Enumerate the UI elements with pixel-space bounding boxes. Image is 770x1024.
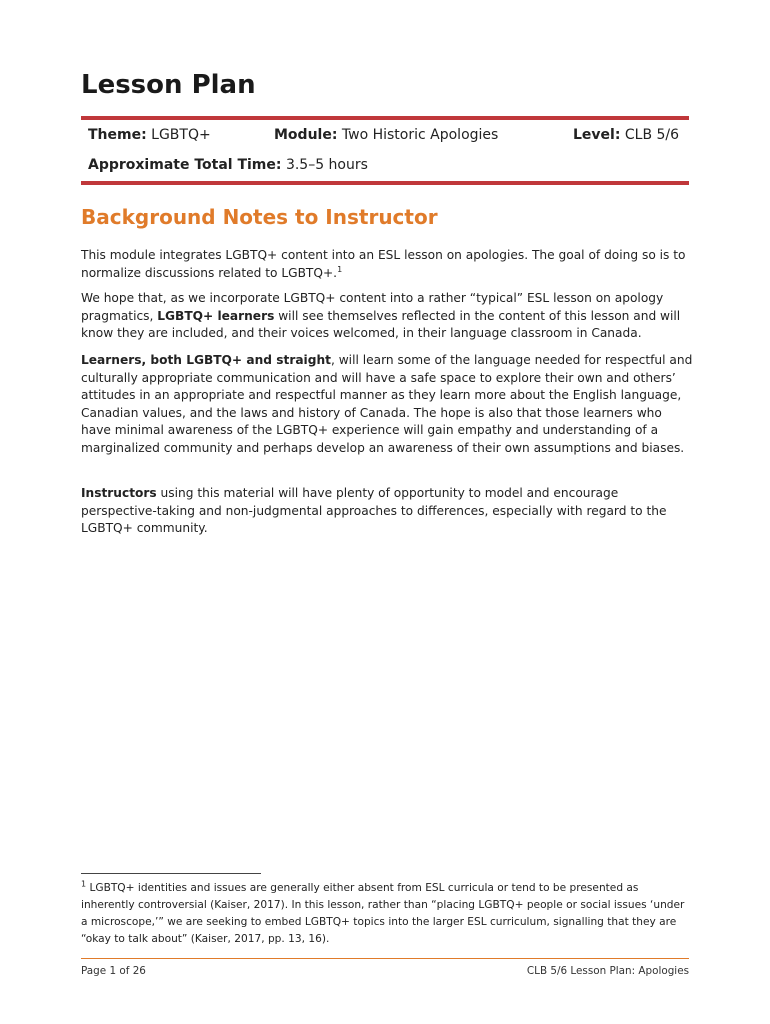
- footnote-reference[interactable]: 1: [337, 264, 343, 274]
- theme-field: [88, 127, 211, 143]
- module-field: [274, 127, 498, 143]
- header-divider-top: [81, 116, 689, 120]
- total-time-field: [88, 157, 368, 173]
- document-label: CLB 5/6 Lesson Plan: Apologies: [526, 965, 689, 977]
- paragraph-lgbtq-learners: [81, 290, 693, 343]
- time-label: Approximate Total Time:: [88, 157, 282, 173]
- paragraph-text: , will learn some of the language needed for respectful and culturally appropriate communication and will have a safe space to explore their own and others’ attitudes in an appropriate and respectful manner as they learn more about the English language, Canadian values, and the laws and history of Canada. The hope is also that those learners who have minimal awareness of the LGBTQ+ experience will gain empathy and understanding of a marginalized community and perhaps develop an awareness of their own assumptions and biases.: [81, 353, 693, 455]
- header-divider-bottom: [81, 181, 689, 185]
- level-value: CLB 5/6: [624, 127, 680, 143]
- footer-divider: [81, 958, 689, 959]
- theme-label: Theme:: [88, 127, 147, 143]
- emphasis-learners: Learners, both LGBTQ+ and straight: [81, 353, 331, 367]
- page-number: Page 1 of 26: [81, 965, 146, 977]
- footnote-text: LGBTQ+ identities and issues are generally either absent from ESL curricula or tend to be presented as inherently controversial (Kaiser, 2017). In this lesson, rather than “placing LGBTQ+ people or social issues ‘under a microscope,’” we are seeking to embed LGBTQ+ topics into the larger ESL curriculum, signalling that they are “okay to talk about” (Kaiser, 2017, pp. 13, 16).: [81, 882, 685, 945]
- paragraph-all-learners: [81, 352, 693, 457]
- section-heading: Background Notes to Instructor: [81, 205, 438, 229]
- paragraph-text: will see themselves reflected in the content of this lesson and will know they are included, and their voices welcomed, in their language classroom in Canada.: [81, 308, 681, 340]
- theme-value: LGBTQ+: [151, 127, 211, 143]
- footnote-separator: [81, 873, 261, 874]
- emphasis-lgbtq-learners: LGBTQ+ learners: [157, 308, 275, 323]
- paragraph-text: We hope that, as we incorporate LGBTQ+ content into a rather “typical” ESL lesson on apology pragmatics,: [81, 291, 664, 323]
- level-field: [573, 127, 679, 143]
- level-label: Level:: [573, 127, 621, 143]
- footnote: [81, 880, 691, 948]
- paragraph-intro: [81, 247, 693, 282]
- time-value: 3.5–5 hours: [285, 157, 368, 173]
- module-value: Two Historic Apologies: [341, 127, 499, 143]
- paragraph-intro-text: This module integrates LGBTQ+ content into an ESL lesson on apologies. The goal of doing so is to normalize discussions related to LGBTQ+.: [81, 248, 686, 280]
- emphasis-instructors: Instructors: [81, 486, 157, 500]
- page-title: Lesson Plan: [81, 70, 256, 100]
- paragraph-text: using this material will have plenty of opportunity to model and encourage perspective-taking and non-judgmental approaches to differences, especially with regard to the LGBTQ+ community.: [81, 486, 667, 535]
- footnote-number: 1: [81, 879, 87, 889]
- paragraph-instructors: [81, 485, 693, 538]
- module-label: Module:: [274, 127, 338, 143]
